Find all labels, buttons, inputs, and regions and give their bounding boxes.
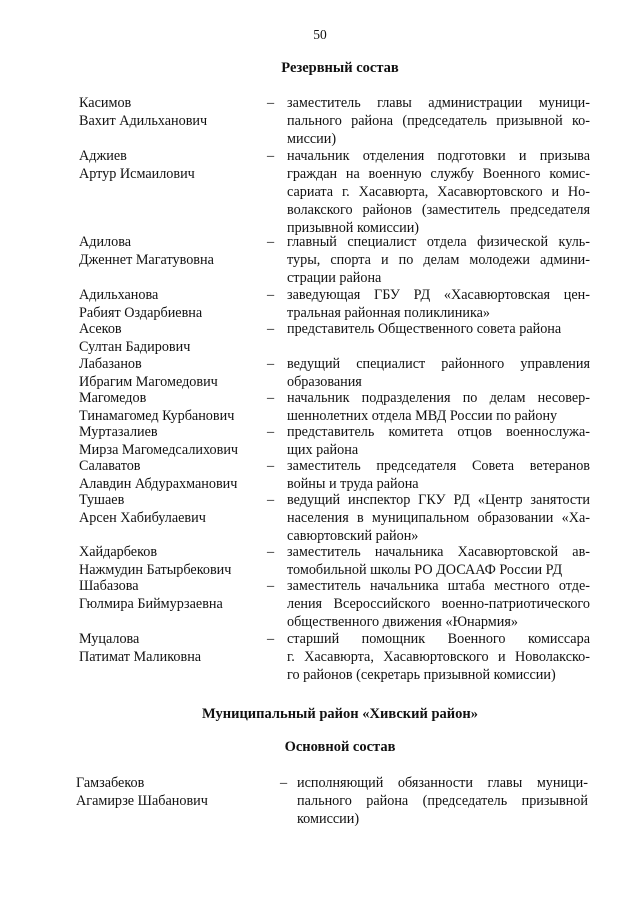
member-surname: Лабазанов [79, 356, 142, 372]
role-line: тральная районная поликлиника» [287, 305, 491, 321]
member-given-name: Артур Исмаилович [79, 166, 195, 182]
member-given-name: Алавдин Абдурахманович [79, 476, 238, 492]
member-name [79, 577, 259, 613]
member-role [287, 286, 590, 322]
member-name [79, 233, 259, 269]
member-name [79, 543, 259, 579]
member-given-name: Мирза Магомедсалихович [79, 442, 239, 458]
role-line: войны и труда района [287, 476, 419, 492]
entry-dash: – [267, 287, 275, 303]
role-line: населения в муниципальном образовании «Ха- [287, 510, 590, 526]
member-given-name: Нажмудин Батырбекович [79, 562, 232, 578]
page-number: 50 [313, 27, 327, 42]
member-role [287, 147, 590, 237]
entry-dash: – [267, 492, 275, 508]
member-surname: Шабазова [79, 578, 139, 594]
district-heading: Муниципальный район «Хивский район» [202, 706, 478, 722]
member-name [79, 630, 259, 666]
member-role [287, 577, 590, 631]
role-line: шеннолетних отдела МВД России по району [287, 408, 558, 424]
section-heading-main: Основной состав [284, 739, 396, 755]
role-line: ведущий инспектор ГКУ РД «Центр занятости [287, 492, 590, 508]
member-surname: Адилова [79, 234, 132, 250]
member-given-name: Тинамагомед Курбанович [79, 408, 235, 424]
member-name [79, 457, 259, 493]
member-role [287, 457, 590, 493]
role-line: щих района [287, 442, 359, 458]
member-surname: Салаватов [79, 458, 141, 474]
member-name [79, 286, 259, 322]
member-given-name: Султан Бадирович [79, 339, 191, 355]
entry-dash: – [267, 578, 275, 594]
role-line: страции района [287, 270, 382, 286]
role-line: исполняющий обязанности главы муници- [297, 775, 588, 791]
role-line: туры, спорта и по делам молодежи админи- [287, 252, 590, 268]
member-role [287, 630, 590, 684]
entry-dash: – [267, 424, 275, 440]
role-line: заместитель председателя Совета ветеранов [287, 458, 590, 474]
member-given-name: Гюлмира Биймурзаевна [79, 596, 223, 612]
role-line: заместитель начальника Хасавюртовской ав- [287, 544, 590, 560]
role-line: пального района (председатель призывной ко- [287, 113, 590, 129]
member-surname: Муцалова [79, 631, 140, 647]
role-line: начальник отделения подготовки и призыва [287, 148, 590, 164]
role-line: главный специалист отдела физической куль- [287, 234, 590, 250]
role-line: томобильной школы РО ДОСААФ России РД [287, 562, 563, 578]
member-name [79, 491, 259, 527]
role-line: волакского районов (заместитель председателя [287, 202, 590, 218]
member-surname: Адильханова [79, 287, 159, 303]
member-given-name: Рабият Оздарбиевна [79, 305, 203, 321]
member-role [297, 774, 588, 828]
entry-dash: – [267, 458, 275, 474]
role-line: г. Хасавюрта, Хасавюртовского и Новолакско- [287, 649, 590, 665]
role-line: ведущий специалист районного управления [287, 356, 590, 372]
role-line: общественного движения «Юнармия» [287, 614, 518, 630]
entry-dash: – [267, 321, 275, 337]
member-name [79, 94, 259, 130]
member-given-name: Дженнет Магатувовна [79, 252, 214, 268]
entry-dash: – [267, 356, 275, 372]
member-role [287, 543, 590, 579]
role-line: граждан на военную службу Военного комис- [287, 166, 590, 182]
role-line: пального района (председатель призывной [297, 793, 588, 809]
member-surname: Муртазалиев [79, 424, 158, 440]
entry-dash: – [267, 631, 275, 647]
entry-dash: – [267, 148, 275, 164]
member-surname: Гамзабеков [76, 775, 145, 791]
role-line: представитель Общественного совета района [287, 321, 562, 337]
member-name [79, 147, 259, 183]
entry-dash: – [280, 775, 288, 791]
member-surname: Аджиев [79, 148, 127, 164]
member-role [287, 491, 590, 545]
member-name [76, 774, 256, 810]
member-role [287, 389, 590, 425]
role-line: заместитель главы администрации муници- [287, 95, 590, 111]
member-surname: Асеков [79, 321, 122, 337]
role-line: заместитель начальника штаба местного отде- [287, 578, 590, 594]
role-line: представитель комитета отцов военнослужа- [287, 424, 590, 440]
role-line: сариата г. Хасавюрта, Хасавюртовского и Но- [287, 184, 590, 200]
entry-dash: – [267, 234, 275, 250]
role-line: заведующая ГБУ РД «Хасавюртовская цен- [287, 287, 590, 303]
role-line: образования [287, 374, 362, 390]
role-line: миссии) [287, 131, 337, 147]
member-surname: Хайдарбеков [79, 544, 158, 560]
member-name [79, 389, 259, 425]
entry-dash: – [267, 390, 275, 406]
member-role [287, 94, 590, 148]
role-line: призывной комиссии) [287, 220, 420, 236]
role-line: начальник подразделения по делам несовер- [287, 390, 590, 406]
entry-dash: – [267, 95, 275, 111]
member-name [79, 355, 259, 391]
role-line: савюртовский район» [287, 528, 419, 544]
member-name [79, 320, 259, 356]
member-surname: Тушаев [79, 492, 125, 508]
member-surname: Касимов [79, 95, 132, 111]
member-given-name: Вахит Адильханович [79, 113, 208, 129]
role-line: го районов (секретарь призывной комиссии) [287, 667, 556, 683]
section-heading-reserve: Резервный состав [281, 60, 399, 76]
member-role [287, 355, 590, 391]
member-role [287, 423, 590, 459]
member-given-name: Патимат Маликовна [79, 649, 202, 665]
member-name [79, 423, 259, 459]
entry-dash: – [267, 544, 275, 560]
role-line: комиссии) [297, 811, 360, 827]
member-role [287, 233, 590, 287]
role-line: ления Всероссийского военно-патриотического [287, 596, 590, 612]
member-role [287, 320, 590, 338]
member-given-name: Агамирзе Шабанович [76, 793, 208, 809]
member-given-name: Арсен Хабибулаевич [79, 510, 206, 526]
member-given-name: Ибрагим Магомедович [79, 374, 218, 390]
member-surname: Магомедов [79, 390, 147, 406]
role-line: старший помощник Военного комиссара [287, 631, 590, 647]
